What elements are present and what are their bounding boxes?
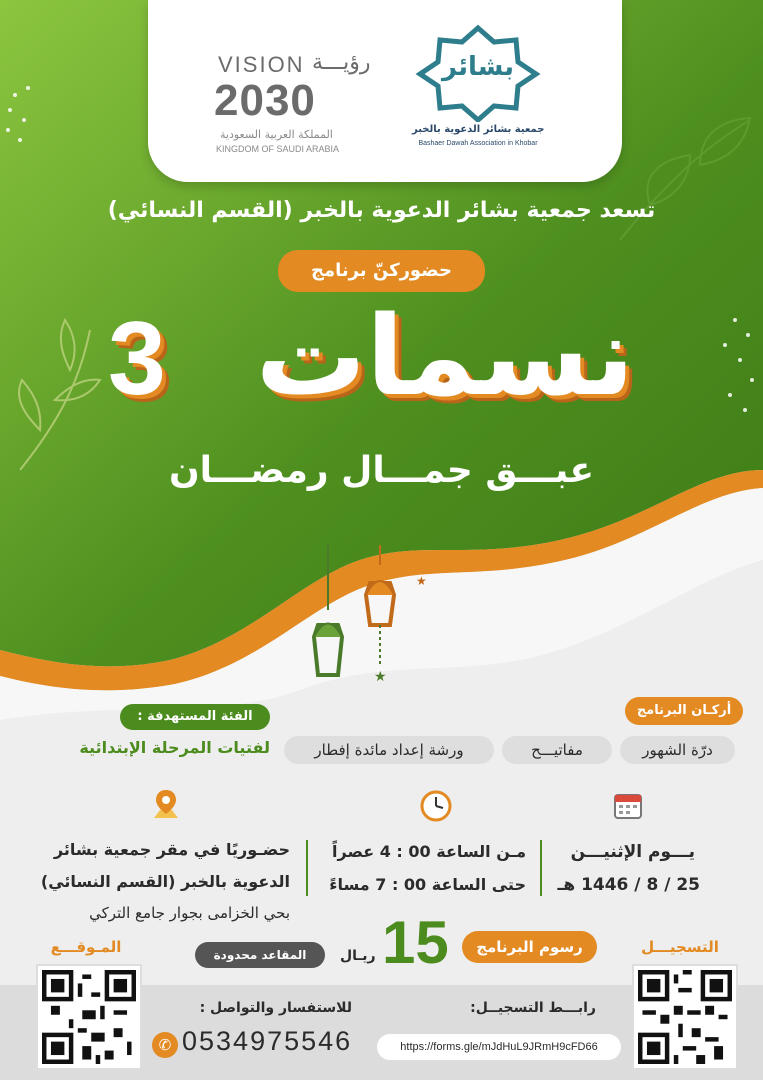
schedule-date: 25 / 8 / 1446 هـ [557, 875, 700, 895]
contact-phone[interactable]: 0534975546 [182, 1026, 353, 1056]
vision-word-ar: رؤيـــة [312, 50, 371, 75]
registration-qr-code[interactable] [634, 966, 736, 1068]
invite-pill: حضوركنّ برنامج [278, 250, 485, 292]
contact-label: للاستفسار والتواصل : [199, 1000, 352, 1016]
program-number: 3 [108, 301, 166, 417]
svg-text:★: ★ [416, 574, 427, 588]
svg-text:★: ★ [374, 669, 387, 685]
logo-card [148, 0, 622, 182]
pillar-item: درّة الشهور [620, 736, 735, 764]
qr-location-label: المـوقـــع [50, 938, 122, 956]
vision-2030-logo [208, 50, 388, 160]
program-title-block [100, 292, 680, 430]
audience-label: الفئة المستهدفة : [120, 704, 270, 730]
bashaer-subtitle-en: Bashaer Dawah Association in Khobar [418, 140, 538, 147]
location-qr-code[interactable] [38, 966, 140, 1068]
clock-icon [420, 790, 452, 822]
location-pin-icon [150, 788, 182, 824]
location-line3: بحي الخزامى بجوار جامع التركي [89, 904, 290, 922]
schedule-time-from: مـن الساعة 00 : 4 عصراً [332, 842, 526, 861]
fees-amount: 15 [382, 909, 449, 976]
fees-label: رسوم البرنامج [462, 931, 597, 963]
vision-word-en: VISION [218, 52, 305, 77]
bashaer-logo [398, 22, 558, 162]
intro-text: تسعد جمعية بشائر الدعوية بالخبر (القسم النسائي) [107, 198, 656, 223]
location-line1: حضـوريًا في مقر جمعية بشائر [53, 840, 290, 859]
qr-registration-label: التسجيـــل [641, 938, 719, 956]
qr-code-icon [638, 970, 732, 1064]
audience-value: لفتيات المرحلة الإبتدائية [79, 738, 270, 757]
pillar-item: مفاتيـــح [502, 736, 612, 764]
schedule-day: يـــوم الإثنيـــن [570, 842, 695, 862]
bashaer-subtitle-ar: جمعية بشائر الدعوية بالخبر [412, 124, 545, 135]
registration-link[interactable]: https://forms.gle/mJdHuL9JRmH9cFD66 [377, 1034, 621, 1060]
bashaer-name: بشائر [442, 52, 514, 82]
phone-icon: ✆ [152, 1032, 178, 1058]
divider [540, 840, 542, 896]
divider [306, 840, 308, 896]
vision-year: 2030 [214, 76, 316, 125]
location-line2: الدعوية بالخبر (القسم النسائي) [40, 872, 290, 891]
pillars-label: أركـان البرنامج [625, 697, 743, 725]
vision-country-en: KINGDOM OF SAUDI ARABIA [216, 144, 340, 154]
calendar-icon [613, 790, 643, 820]
program-title: نسمات [255, 292, 635, 420]
pillar-item: ورشة إعداد مائدة إفطار [284, 736, 494, 764]
fees-currency: ريـال [340, 948, 376, 964]
registration-link-label: رابـــط التسجيــل: [470, 1000, 596, 1016]
vision-country-ar: المملكة العربية السعودية [220, 128, 333, 141]
schedule-time-to: حتى الساعة 00 : 7 مساءً [329, 875, 526, 894]
lanterns-icon [300, 545, 440, 695]
program-subtitle: عبـــق جمـــال رمضـــان [168, 450, 595, 491]
limited-seats-badge: المقاعد محدودة [195, 942, 325, 968]
qr-code-icon [42, 970, 136, 1064]
